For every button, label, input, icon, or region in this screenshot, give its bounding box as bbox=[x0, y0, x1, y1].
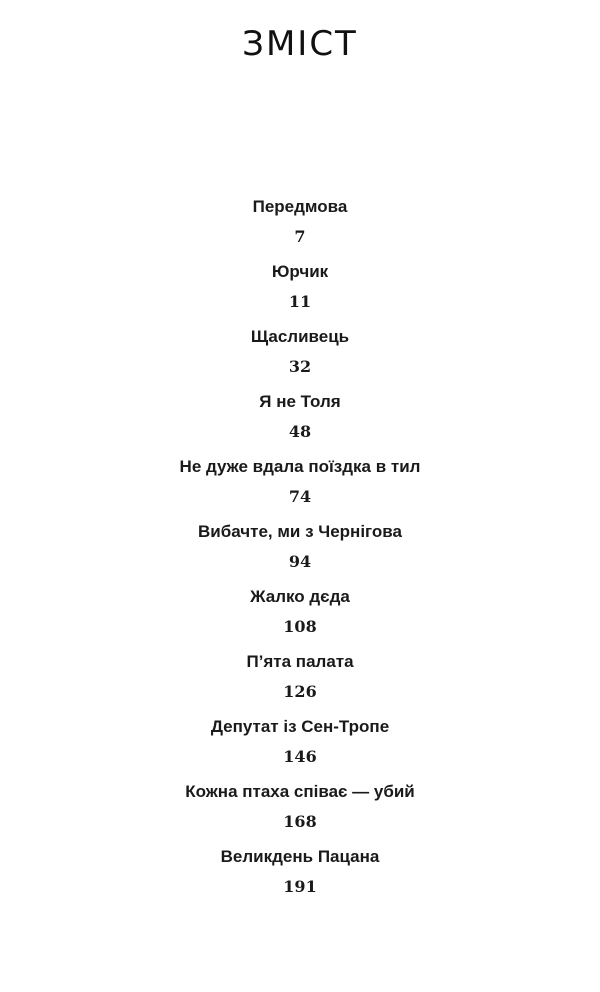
entry-title: Юрчик bbox=[271, 262, 329, 281]
entry-title: Не дуже вдала поїздка в тил bbox=[179, 457, 421, 476]
entry-page-number: 74 bbox=[288, 487, 312, 506]
toc-entry bbox=[0, 257, 600, 322]
toc-entry bbox=[0, 842, 600, 907]
entry-title: Жалко дєда bbox=[250, 587, 350, 606]
page-title: ЗМІСТ bbox=[242, 24, 358, 64]
toc-entry bbox=[0, 387, 600, 452]
entry-title: Вибачте, ми з Чернігова bbox=[198, 522, 402, 541]
entry-title: Кожна птаха співає — убий bbox=[185, 782, 415, 801]
entry-title: Передмова bbox=[252, 197, 348, 216]
entry-page-number: 11 bbox=[288, 292, 312, 311]
toc-entry bbox=[0, 517, 600, 582]
entry-page-number: 168 bbox=[283, 812, 317, 831]
toc-entry bbox=[0, 452, 600, 517]
entry-title: Я не Толя bbox=[259, 392, 341, 411]
entry-page-number: 7 bbox=[294, 227, 306, 246]
toc-entry bbox=[0, 192, 600, 257]
entry-page-number: 191 bbox=[283, 877, 317, 896]
entry-title: Щасливець bbox=[250, 327, 350, 346]
entry-page-number: 48 bbox=[288, 422, 312, 441]
toc-entry bbox=[0, 582, 600, 647]
toc-entry bbox=[0, 647, 600, 712]
table-of-contents bbox=[0, 192, 600, 907]
toc-entry bbox=[0, 712, 600, 777]
entry-title: Великдень Пацана bbox=[220, 847, 380, 866]
entry-title: Депутат із Сен-Тропе bbox=[210, 717, 390, 736]
entry-page-number: 32 bbox=[288, 357, 312, 376]
entry-title: П’ята палата bbox=[246, 652, 354, 671]
toc-entry bbox=[0, 777, 600, 842]
entry-page-number: 108 bbox=[283, 617, 317, 636]
entry-page-number: 146 bbox=[283, 747, 317, 766]
entry-page-number: 126 bbox=[283, 682, 317, 701]
entry-page-number: 94 bbox=[288, 552, 312, 571]
toc-entry bbox=[0, 322, 600, 387]
